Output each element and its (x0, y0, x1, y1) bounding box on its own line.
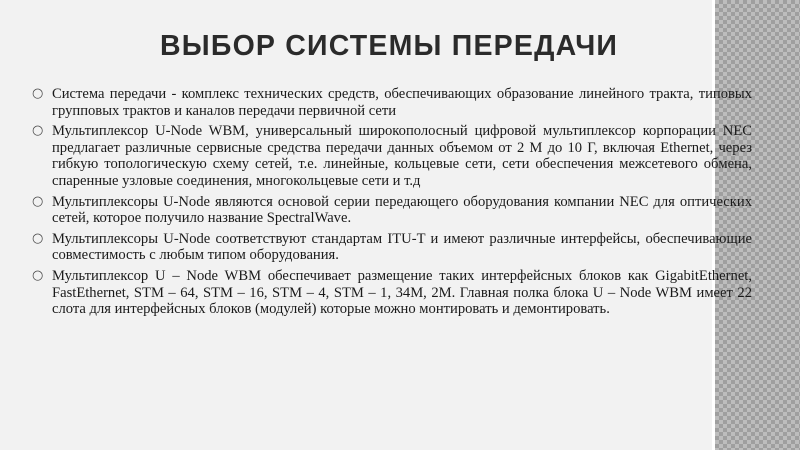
bullet-item (30, 268, 752, 318)
bullet-item (30, 194, 752, 227)
bullet-list (30, 86, 752, 322)
circle-bullet-icon: ○ (32, 267, 44, 283)
bullet-text: Мультиплексор U – Node WBM обеспечивает размещение таких интерфейсных блоков как GigabitEthernet, FastEthernet, STM – 64, STM – 16, STM – 4, STM – 1, 34M, 2M. Главная полка блока U – Node WBM имеет 22 слота для интерфейсных блоков (модулей) которые можно монтировать и демонтировать. (52, 267, 752, 318)
slide-title: ВЫБОР СИСТЕМЫ ПЕРЕДАЧИ (160, 30, 619, 62)
bullet-item (30, 123, 752, 189)
bullet-item (30, 86, 752, 119)
bullet-item (30, 231, 752, 264)
circle-bullet-icon: ○ (32, 230, 44, 246)
circle-bullet-icon: ○ (32, 86, 44, 101)
bullet-text: Мультиплексоры U-Node являются основой серии передающего оборудования компании NEC для оптических сетей, которое получило название SpectralWave. (52, 193, 752, 227)
circle-bullet-icon: ○ (32, 123, 44, 139)
circle-bullet-icon: ○ (32, 193, 44, 209)
bullet-text: Мультиплексор U-Node WBM, универсальный широкополосный цифровой мультиплексор корпорации NEC предлагает различные сервисные средства передачи данных объемом от 2 М до 10 Г, включая Ethernet, через гибкую топологическую схему сетей, т.е. линейные, кольцевые сети, сети обеспечения межсетевого обмена, спаренные узловые соединения, многокольцевые сети и т.д (52, 123, 752, 189)
bullet-text: Система передачи - комплекс технических средств, обеспечивающих образование линейного тракта, типовых групповых трактов и каналов передачи первичной сети (52, 86, 752, 119)
bullet-text: Мультиплексоры U-Node соответствуют стандартам ITU-T и имеют различные интерфейсы, обеспечивающие совместимость с любым типом оборудования. (52, 230, 752, 264)
